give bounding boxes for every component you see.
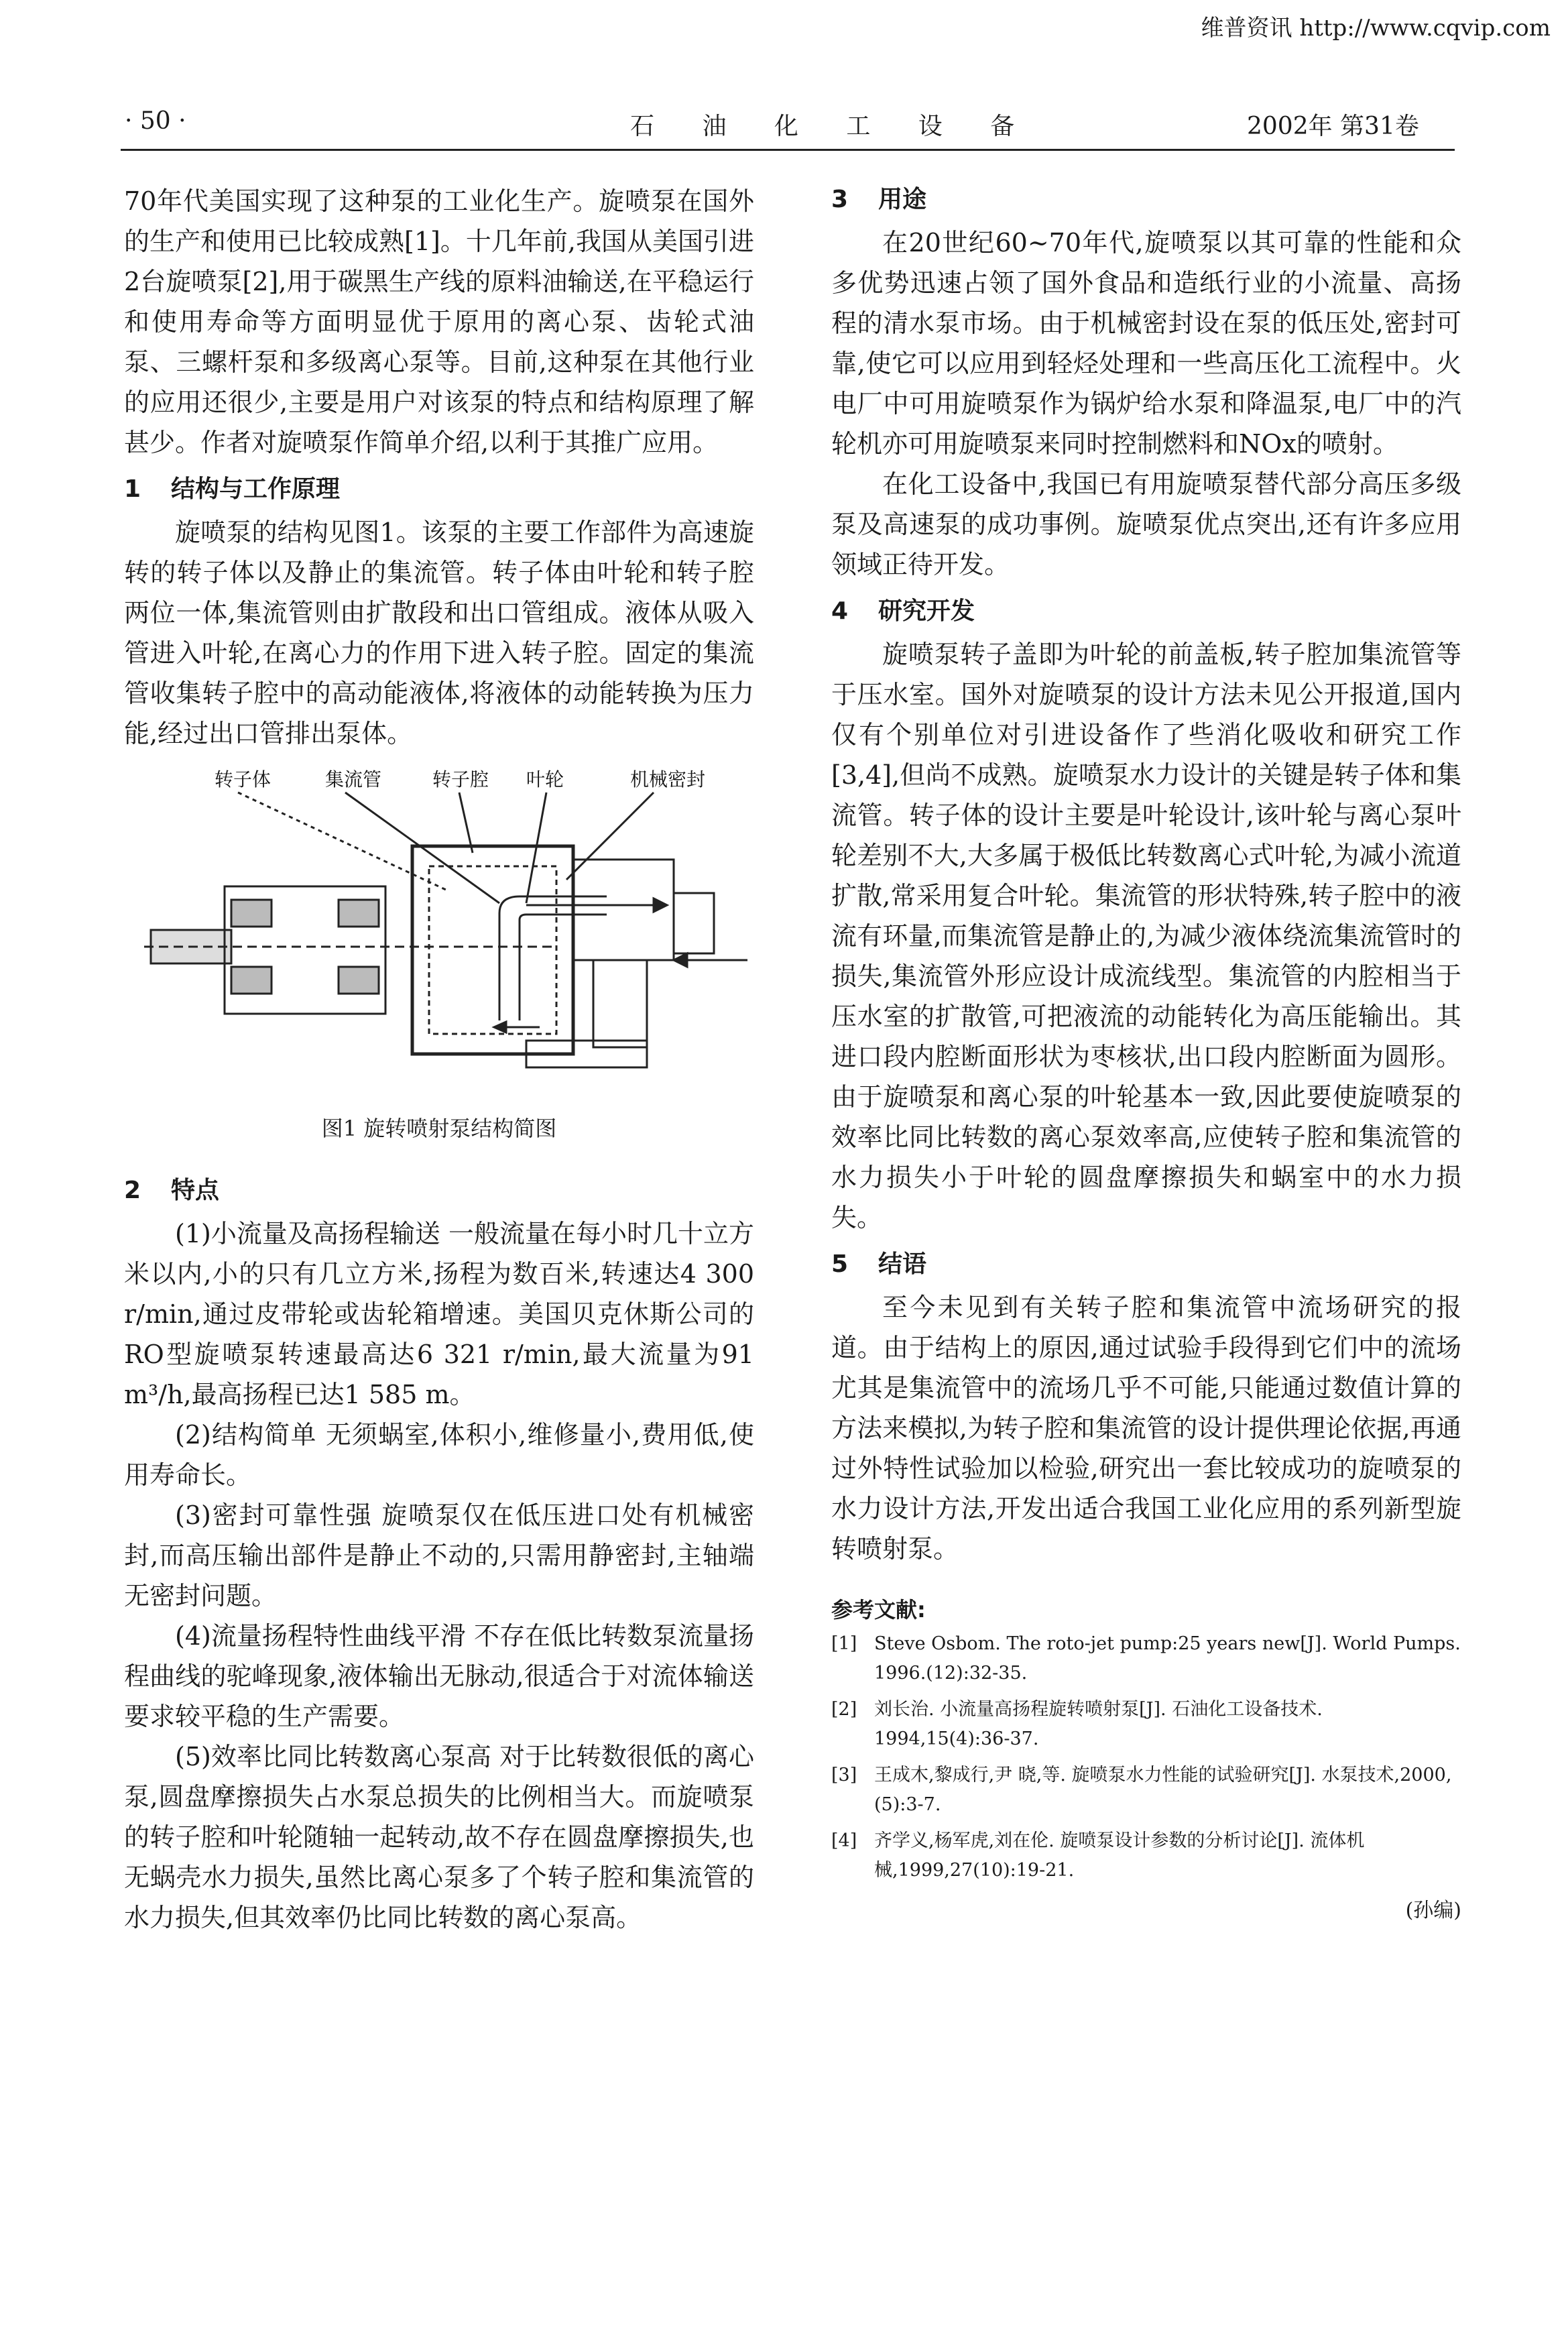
section-heading: 4 研究开发 bbox=[831, 597, 975, 625]
feature-3: (3)密封可靠性强 旋喷泵仅在低压进口处有机械密封,而高压输出部件是静止不动的,只需用静密封,主轴端无密封问题。 bbox=[124, 1501, 754, 1610]
reference-item: [3] 王成木,黎成行,尹 晓,等. 旋喷泵水力性能的试验研究[J]. 水泵技术,2000,(5):3-7. bbox=[831, 1765, 1452, 1815]
section-heading: 1 结构与工作原理 bbox=[124, 475, 341, 503]
section-heading: 5 结语 bbox=[831, 1250, 927, 1278]
label-rotor-body: 转子体 bbox=[215, 768, 272, 790]
header-rule bbox=[121, 149, 1455, 151]
page-number: · 50 · bbox=[125, 107, 186, 135]
intro-paragraph: 70年代美国实现了这种泵的工业化生产。旋喷泵在国外的生产和使用已比较成熟[1]。十几年前,我国从美国引进2台旋喷泵[2],用于碳黑生产线的原料油输送,在平稳运行和使用寿命等方面明显优于原用的离心泵、齿轮式油泵、三螺杆泵和多级离心泵等。目前,这种泵在其他行业的应用还很少,主要是用户对该泵的特点和结构原理了解甚少。作者对旋喷泵作简单介绍,以利于其推广应用。 bbox=[124, 186, 754, 457]
figure-caption: 图1 旋转喷射泵结构简图 bbox=[321, 1116, 557, 1141]
watermark: 维普资讯 http://www.cqvip.com bbox=[1201, 15, 1551, 42]
paragraph: 至今未见到有关转子腔和集流管中流场研究的报道。由于结构上的原因,通过试验手段得到它们中的流场尤其是集流管中的流场几乎不可能,只能通过数值计算的方法来模拟,为转子腔和集流管的设计提供理论依据,再通过外特性试验加以检验,研究出一套比较成功的旋喷泵的水力设计方法,开发出适合我国工业化应用的系列新型旋转喷射泵。 bbox=[831, 1293, 1461, 1564]
paragraph: 旋喷泵的结构见图1。该泵的主要工作部件为高速旋转的转子体以及静止的集流管。转子体由叶轮和转子腔两位一体,集流管则由扩散段和出口管组成。液体从吸入管进入叶轮,在离心力的作用下进入转子腔。固定的集流管收集转子腔中的高动能液体,将液体的动能转换为压力能,经过出口管排出泵体。 bbox=[124, 518, 754, 748]
left-column bbox=[124, 181, 754, 1938]
references-title: 参考文献: bbox=[831, 1597, 926, 1623]
label-mech-seal: 机械密封 bbox=[630, 768, 706, 790]
editor-note: (孙编) bbox=[1405, 1899, 1461, 1922]
section-heading: 3 用途 bbox=[831, 186, 927, 213]
label-rotor-cavity: 转子腔 bbox=[432, 768, 489, 790]
journal-title: 石 油 化 工 设 备 bbox=[630, 113, 1035, 140]
label-collector: 集流管 bbox=[325, 768, 382, 790]
year-volume: 2002年 第31卷 bbox=[1247, 113, 1419, 140]
feature-1: (1)小流量及高扬程输送 一般流量在每小时几十立方米以内,小的只有几立方米,扬程为数百米,转速达4 300 r/min,通过皮带轮或齿轮箱增速。美国贝克休斯公司的RO型旋喷泵转速最高达6 321 r/min,最大流量为91 m³/h,最高扬程已达1 585 m。 bbox=[124, 1219, 754, 1409]
paragraph: 在化工设备中,我国已有用旋喷泵替代部分高压多级泵及高速泵的成功事例。旋喷泵优点突出,还有许多应用领域正待开发。 bbox=[831, 469, 1461, 579]
paragraph: 在20世纪60~70年代,旋喷泵以其可靠的性能和众多优势迅速占领了国外食品和造纸行业的小流量、高扬程的清水泵市场。由于机械密封设在泵的低压处,密封可靠,使它可以应用到轻烃处理和一些高压化工流程中。火电厂中可用旋喷泵作为锅炉给水泵和降温泵,电厂中的汽轮机亦可用旋喷泵来同时控制燃料和NOx的喷射。 bbox=[831, 228, 1461, 459]
reference-item: [4] 齐学义,杨军虎,刘在伦. 旋喷泵设计参数的分析讨论[J]. 流体机械,1999,27(10):19-21. bbox=[831, 1830, 1365, 1881]
feature-4: (4)流量扬程特性曲线平滑 不存在低比转数泵流量扬程曲线的驼峰现象,液体输出无脉动,很适合于对流体输送要求较平稳的生产需要。 bbox=[124, 1621, 754, 1731]
figure-pump-diagram bbox=[124, 759, 754, 1108]
reference-item: [2] 刘长治. 小流量高扬程旋转喷射泵[J]. 石油化工设备技术. 1994,15(4):36-37. bbox=[831, 1699, 1323, 1749]
pump-diagram bbox=[124, 759, 754, 1108]
feature-5: (5)效率比同比转数离心泵高 对于比转数很低的离心泵,圆盘摩擦损失占水泵总损失的比例相当大。而旋喷泵的转子腔和叶轮随轴一起转动,故不存在圆盘摩擦损失,也无蜗壳水力损失,虽然比离心泵多了个转子腔和集流管的水力损失,但其效率仍比同比转数的离心泵高。 bbox=[124, 1742, 754, 1932]
label-impeller: 叶轮 bbox=[526, 768, 564, 790]
section-heading: 2 特点 bbox=[124, 1177, 220, 1204]
feature-2: (2)结构简单 无须蜗室,体积小,维修量小,费用低,使用寿命长。 bbox=[124, 1420, 754, 1490]
right-column bbox=[831, 181, 1461, 1923]
paragraph: 旋喷泵转子盖即为叶轮的前盖板,转子腔加集流管等于压水室。国外对旋喷泵的设计方法未见公开报道,国内仅有个别单位对引进设备作了些消化吸收和研究工作[3,4],但尚不成熟。旋喷泵水力设计的关键是转子体和集流管。转子体的设计主要是叶轮设计,该叶轮与离心泵叶轮差别不大,大多属于极低比转数离心式叶轮,为减小流道扩散,常采用复合叶轮。集流管的形状特殊,转子腔中的液流有环量,而集流管是静止的,为减少液体绕流集流管时的损失,集流管外形应设计成流线型。集流管的内腔相当于压水室的扩散管,可把液流的动能转化为高压能输出。其进口段内腔断面形状为枣核状,出口段内腔断面为圆形。由于旋喷泵和离心泵的叶轮基本一致,因此要使旋喷泵的效率比同比转数的离心泵效率高,应使转子腔和集流管的水力损失小于叶轮的圆盘摩擦损失和蜗室中的水力损失。 bbox=[831, 640, 1461, 1232]
reference-item: [1] Steve Osbom. The roto-jet pump:25 years new[J]. World Pumps. 1996.(12):32-35. bbox=[831, 1633, 1461, 1684]
running-header bbox=[0, 107, 1568, 145]
